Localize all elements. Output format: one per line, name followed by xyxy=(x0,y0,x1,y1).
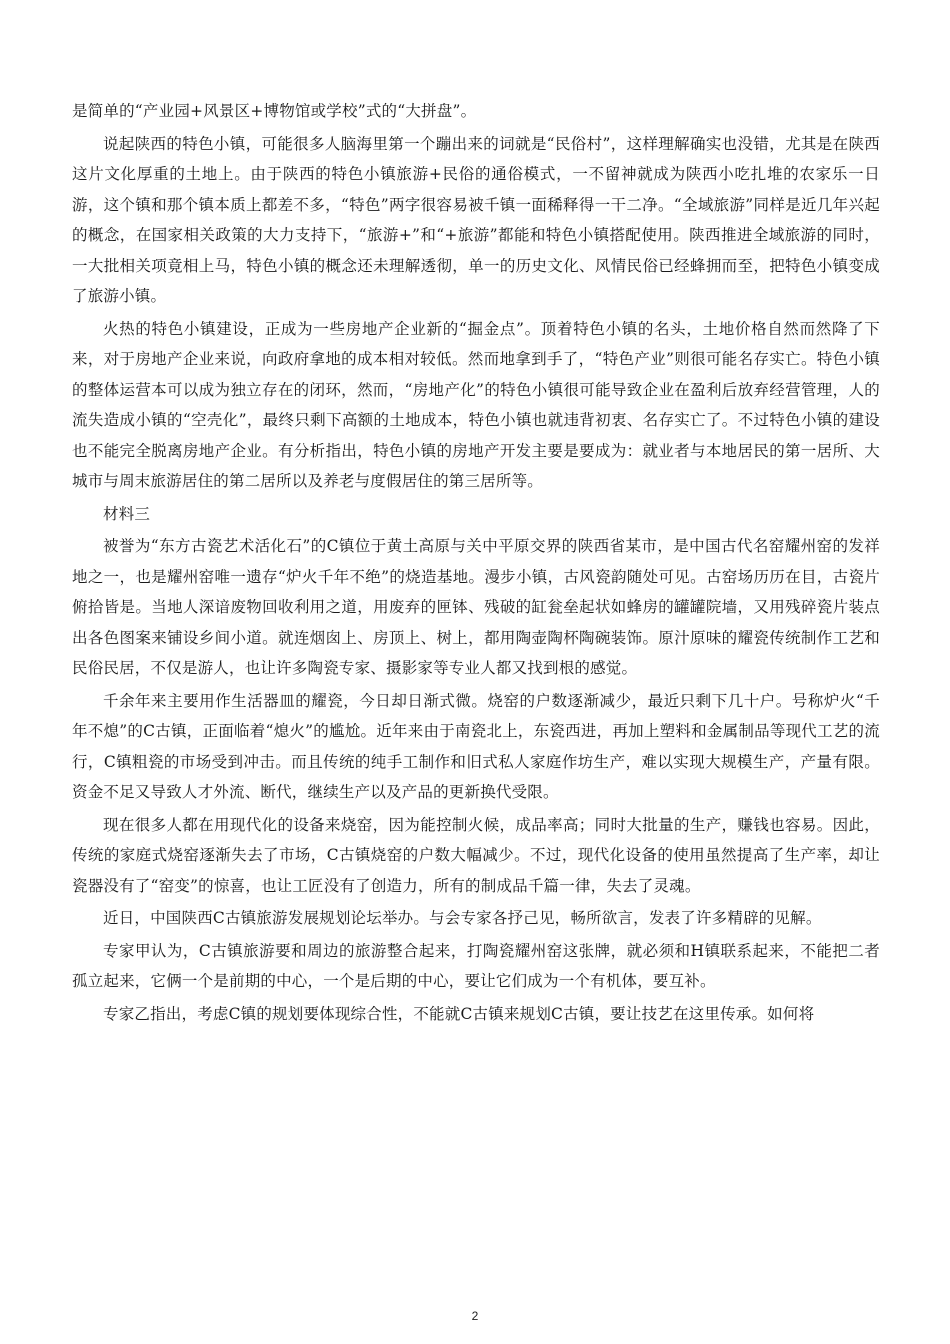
paragraph-10: 专家乙指出，考虑C镇的规划要体现综合性，不能就C古镇来规划C古镇，要让技艺在这里传承。如何将 xyxy=(103,1004,815,1023)
section-heading-material-3: 材料三 xyxy=(103,504,151,523)
document-body xyxy=(72,96,880,1029)
paragraph-3: 火热的特色小镇建设，正成为一些房地产企业新的“掘金点”。顶着特色小镇的名头，土地价格自然而然降了下来，对于房地产企业来说，向政府拿地的成本相对较低。然而地拿到手了，“特色产业”则很可能名存实亡。特色小镇的整体运营本可以成为独立存在的闭环，然而，“房地产化”的特色小镇很可能导致企业在盈利后放弃经营管理，人的流失造成小镇的“空壳化”，最终只剩下高额的土地成本，特色小镇也就违背初衷、名存实亡了。不过特色小镇的建设也不能完全脱离房地产企业。有分析指出，特色小镇的房地产开发主要是要成为：就业者与本地居民的第一居所、大城市与周末旅游居住的第二居所以及养老与度假居住的第三居所等。 xyxy=(72,319,880,490)
paragraph-7: 现在很多人都在用现代化的设备来烧窑，因为能控制火候，成品率高；同时大批量的生产，赚钱也容易。因此，传统的家庭式烧窑逐渐失去了市场，C古镇烧窑的户数大幅减少。不过，现代化设备的使用虽然提高了生产率，却让瓷器没有了“窑变”的惊喜，也让工匠没有了创造力，所有的制成品千篇一律，失去了灵魂。 xyxy=(72,815,880,895)
page-number: 2 xyxy=(471,1309,479,1323)
paragraph-8: 近日，中国陕西C古镇旅游发展规划论坛举办。与会专家各抒己见，畅所欲言，发表了许多精辟的见解。 xyxy=(103,909,822,927)
paragraph-2: 说起陕西的特色小镇，可能很多人脑海里第一个蹦出来的词就是“民俗村”，这样理解确实也没错，尤其是在陕西这片文化厚重的土地上。由于陕西的特色小镇旅游+民俗的通俗模式，一不留神就成为陕西小吃扎堆的农家乐一日游，这个镇和那个镇本质上都差不多，“特色”两字很容易被千镇一面稀释得一干二净。“全域旅游”同样是近几年兴起的概念，在国家相关政策的大力支持下，“旅游+”和“+旅游”都能和特色小镇搭配使用。陕西推进全域旅游的同时，一大批相关项竟相上马，特色小镇的概念还未理解透彻，单一的历史文化、风情民俗已经蜂拥而至，把特色小镇变成了旅游小镇。 xyxy=(72,134,880,305)
paragraph-5: 被誉为“东方古瓷艺术活化石”的C镇位于黄土高原与关中平原交界的陕西省某市，是中国古代名窑耀州窑的发祥地之一，也是耀州窑唯一遗存“炉火千年不绝”的烧造基地。漫步小镇，古风瓷韵随处可见。古窑场历历在目，古瓷片俯拾皆是。当地人深谙废物回收利用之道，用废弃的匣钵、残破的缸瓮垒起状如蜂房的罐罐院墙，又用残碎瓷片装点出各色图案来铺设乡间小道。就连烟囱上、房顶上、树上，都用陶壶陶杯陶碗装饰。原汁原味的耀瓷传统制作工艺和民俗民居，不仅是游人，也让许多陶瓷专家、摄影家等专业人都又找到根的感觉。 xyxy=(72,537,880,677)
paragraph-1: 是简单的“产业园+风景区+博物馆或学校”式的“大拼盘”。 xyxy=(72,102,477,120)
paragraph-6: 千余年来主要用作生活器皿的耀瓷，今日却日渐式微。烧窑的户数逐渐减少，最近只剩下几十户。号称炉火“千年不熄”的C古镇，正面临着“熄火”的尴尬。近年来由于南瓷北上，东瓷西进，再加上塑料和金属制品等现代工艺的流行，C镇粗瓷的市场受到冲击。而且传统的纯手工制作和旧式私人家庭作坊生产，难以实现大规模生产，产量有限。资金不足又导致人才外流、断代，继续生产以及产品的更新换代受限。 xyxy=(72,691,880,801)
paragraph-9: 专家甲认为，C古镇旅游要和周边的旅游整合起来，打陶瓷耀州窑这张牌，就必须和H镇联系起来，不能把二者孤立起来，它俩一个是前期的中心，一个是后期的中心，要让它们成为一个有机体，要互补。 xyxy=(72,941,880,990)
